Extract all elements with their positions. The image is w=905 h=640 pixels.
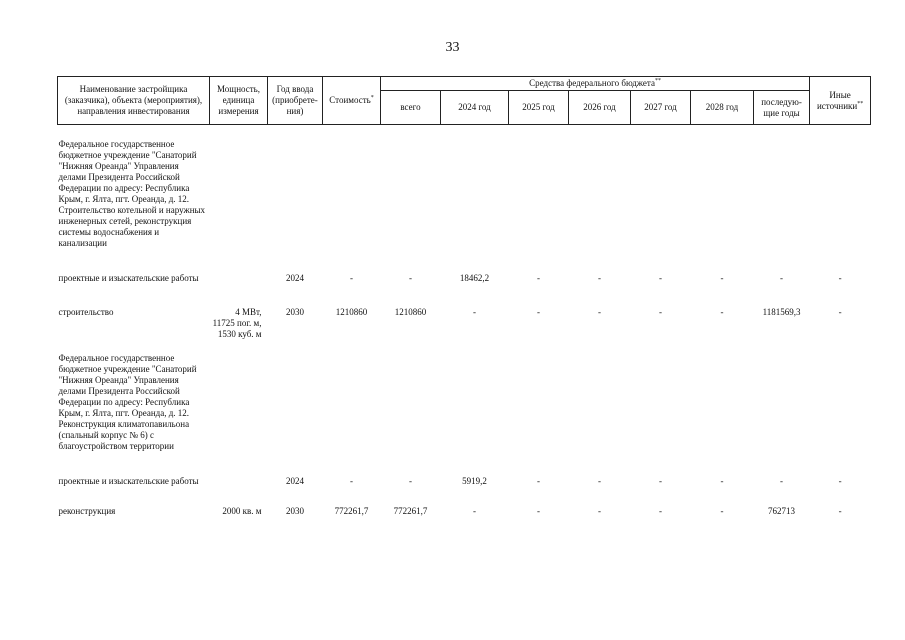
object-title-row — [58, 353, 871, 476]
row-capacity — [210, 273, 268, 307]
row-2024: - — [473, 307, 476, 317]
object-title: Федеральное государственное бюджетное учреждение "Санаторий "Нижняя Ореанда" Управления делами Президента Российской Федерации по адресу: Республика Крым, г. Ялта, пгт. Ореанда, д. 12. Строительство котельной и наружных инженерных сетей, реконструкция системы водоснабжения и канализации — [58, 139, 206, 248]
header-cost — [323, 77, 381, 125]
header-year: Год ввода (приобрете-ния) — [268, 77, 323, 125]
header-federal-group — [381, 77, 810, 91]
row-total: - — [409, 273, 412, 283]
header-name: Наименование застройщика (заказчика), объекта (мероприятия), направления инвестирования — [58, 77, 210, 125]
header-2026: 2026 год — [569, 91, 631, 125]
row-2026: - — [598, 273, 601, 283]
row-other: - — [838, 506, 842, 516]
header-2024: 2024 год — [441, 91, 509, 125]
row-cost: 1210860 — [335, 307, 368, 317]
row-total: 1210860 — [394, 307, 427, 317]
header-cost-label: Стоимость — [329, 95, 371, 105]
table-row — [58, 273, 871, 307]
row-2027: - — [659, 506, 662, 516]
page-number: 33 — [445, 40, 460, 55]
header-other-label: Иные источники — [816, 89, 858, 111]
table-row — [58, 476, 871, 506]
row-name: строительство — [58, 307, 114, 317]
row-2024: - — [473, 506, 476, 516]
header-federal-mark: ** — [654, 78, 661, 84]
row-2026: - — [598, 506, 601, 516]
row-2027: - — [659, 307, 662, 317]
row-later: - — [780, 476, 784, 486]
header-later: последую-щие годы — [754, 91, 810, 125]
row-2024: 18462,2 — [459, 273, 490, 283]
object-title: Федеральное государственное бюджетное учреждение "Санаторий "Нижняя Ореанда" Управления делами Президента Российской Федерации по адресу: Республика Крым, г. Ялта, пгт. Ореанда, д. 12. Реконструкция климатопавильона (спальный корпус № 6) с благоустройством территории — [58, 353, 197, 451]
table-row — [58, 506, 871, 526]
header-2027: 2027 год — [631, 91, 691, 125]
row-later: - — [780, 273, 784, 283]
row-cost: 772261,7 — [334, 506, 369, 516]
header-other-mark: ** — [857, 100, 864, 107]
row-2025: - — [537, 476, 540, 486]
row-2028: - — [720, 476, 724, 486]
header-2025: 2025 год — [509, 91, 569, 125]
row-2025: - — [537, 307, 540, 317]
row-later: 1181569,3 — [762, 307, 801, 317]
table-header — [58, 77, 871, 125]
row-other: - — [838, 273, 842, 283]
row-year: 2024 — [286, 476, 304, 486]
row-2024: 5919,2 — [462, 476, 487, 486]
row-capacity: 2000 кв. м — [222, 506, 262, 516]
row-total: - — [409, 476, 412, 486]
row-capacity: 4 МВт, 11725 пог. м, 1530 куб. м — [212, 307, 262, 339]
row-cost: - — [350, 273, 353, 283]
row-year: 2030 — [286, 307, 304, 317]
row-cost: - — [350, 476, 353, 486]
row-2027: - — [659, 273, 662, 283]
investment-table — [57, 76, 871, 526]
row-other: - — [838, 307, 842, 317]
row-2028: - — [720, 506, 724, 516]
header-other — [810, 77, 871, 125]
row-year: 2030 — [286, 506, 304, 516]
row-2025: - — [537, 273, 540, 283]
row-2028: - — [720, 307, 724, 317]
header-total: всего — [381, 91, 441, 125]
row-2025: - — [537, 506, 540, 516]
row-name: реконструкция — [58, 506, 116, 516]
row-later: 762713 — [768, 506, 796, 516]
row-capacity — [210, 476, 268, 506]
row-other: - — [838, 476, 842, 486]
row-2028: - — [720, 273, 724, 283]
row-year: 2024 — [286, 273, 304, 283]
row-2026: - — [598, 307, 601, 317]
header-federal-label: Средства федерального бюджета — [529, 78, 655, 88]
row-total: 772261,7 — [393, 506, 428, 516]
header-2028: 2028 год — [691, 91, 754, 125]
row-name: проектные и изыскательские работы — [58, 273, 199, 283]
table-body — [58, 125, 871, 527]
row-name: проектные и изыскательские работы — [58, 476, 199, 486]
header-cost-mark: * — [370, 95, 374, 101]
object-title-row — [58, 139, 871, 273]
header-capacity: Мощность, единица измерения — [210, 77, 268, 125]
row-2027: - — [659, 476, 662, 486]
table-row — [58, 307, 871, 353]
row-2026: - — [598, 476, 601, 486]
